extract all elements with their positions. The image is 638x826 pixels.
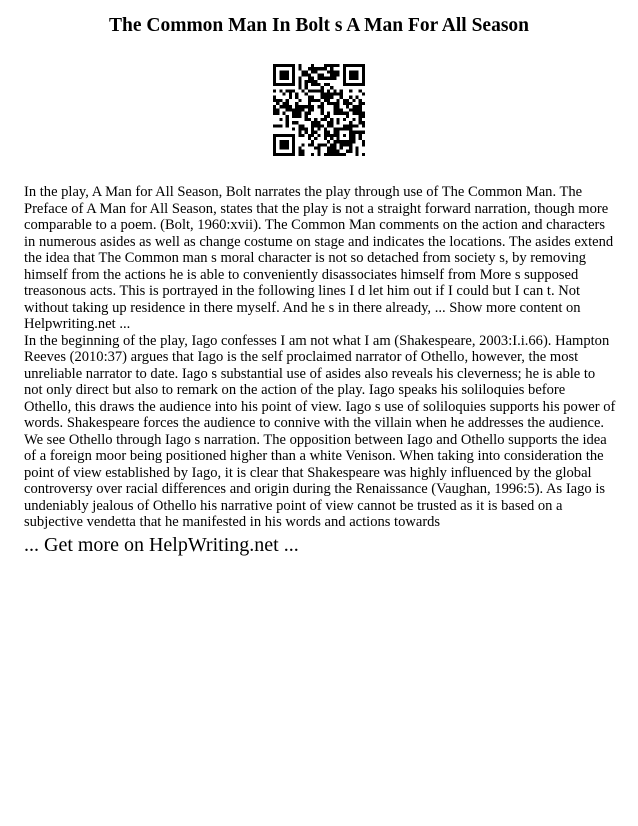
document-title: The Common Man In Bolt s A Man For All Season [108, 15, 530, 36]
qr-code-icon[interactable] [273, 64, 365, 156]
paragraph-2: In the beginning of the play, Iago confesses I am not what I am (Shakespeare, 2003:I.i.66). Hampton Reeves (2010:37) argues that Iago is the self proclaimed narrator of Othello, however, the most unreliable narrator to date. Iago s substantial use of asides also reveals his cleverness; he is able to not only direct but also to remark on the action of the play. Iago speaks his soliloquies before Othello, this draws the audience into his point of view. Iago s use of soliloquies supports his power of words. Shakespeare forces the audience to connive with the villain when he addresses the audience. We see Othello through Iago s narration. The opposition between Iago and Othello supports the idea of a foreign moor being positioned higher than a white Venison. When taking into consideration the point of view established by Iago, it is clear that Shakespeare was highly influenced by the global controversy over racial differences and origin during the Renaissance (Vaughan, 1996:5). As Iago is undeniably jealous of Othello his narrative point of view cannot be trusted as it is based on a subjective vendetta that he manifested in his words and actions towards [24, 332, 616, 530]
qr-code-graphic [273, 64, 365, 156]
get-more-link[interactable]: ... Get more on HelpWriting.net ... [24, 534, 299, 556]
paragraph-1: In the play, A Man for All Season, Bolt narrates the play through use of The Common Man. The Preface of A Man for All Season, states that the play is not a straight forward narration, though more comparable to a poem. (Bolt, 1960:xvii). The Common Man comments on the action and characters in numerous asides as well as change costume on stage and indicates the locations. The asides extend the idea that The Common man s moral character is not so detached from society s, by removing himself from the actions he is able to conveniently disassociates himself from More s supposed treasonous acts. This is portrayed in the following lines I d let him out if I could but I can t. Not without taking up residence in there myself. And he s in there already, ... Show more content on Helpwriting.net ... [24, 184, 614, 332]
document-body [24, 184, 616, 531]
